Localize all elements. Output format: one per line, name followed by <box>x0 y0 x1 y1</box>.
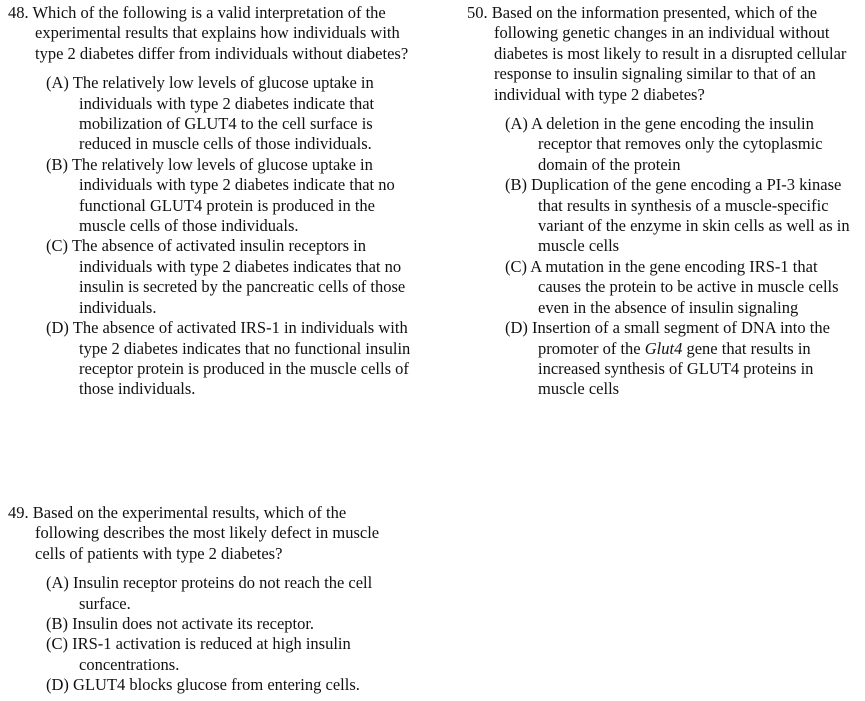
option-text: The absence of activated IRS-1 in individuals with type 2 diabetes indicates that no functional insulin receptor protein is produced in the muscle cells of those individuals. <box>72 318 411 399</box>
option-letter: (C) <box>505 256 527 276</box>
question-stem <box>8 3 413 64</box>
option-letter: (B) <box>505 175 527 195</box>
option-a <box>495 114 863 175</box>
option-c <box>36 236 413 318</box>
option-b <box>36 614 413 634</box>
option-letter: (D) <box>46 318 69 338</box>
question-48 <box>8 3 413 400</box>
option-d <box>36 318 413 400</box>
option-letter: (D) <box>505 318 528 338</box>
question-text: Based on the information presented, which of the following genetic changes in an individual without diabetes is most likely to result in a disrupted cellular response to insulin signaling similar to that of an individual with type 2 diabetes? <box>491 3 847 104</box>
option-text: A deletion in the gene encoding the insulin receptor that removes only the cytoplasmic domain of the protein <box>531 114 823 174</box>
option-b <box>36 155 413 237</box>
option-d <box>36 675 413 695</box>
option-c <box>495 257 863 318</box>
question-stem <box>467 3 863 105</box>
answer-options <box>467 114 863 400</box>
question-text: Which of the following is a valid interpretation of the experimental results that explains how individuals with type 2 diabetes differ from individuals without diabetes? <box>32 3 409 63</box>
option-letter: (D) <box>46 675 69 695</box>
option-text: The absence of activated insulin receptors in individuals with type 2 diabetes indicates that no insulin is secreted by the pancreatic cells of those individuals. <box>71 236 406 317</box>
question-number: 49. <box>8 503 29 522</box>
option-text: The relatively low levels of glucose uptake in individuals with type 2 diabetes indicate that no functional GLUT4 protein is produced in the muscle cells of those individuals. <box>71 154 395 236</box>
option-a <box>36 73 413 155</box>
option-b <box>495 175 863 257</box>
option-c <box>36 634 413 675</box>
question-text: Based on the experimental results, which of the following describes the most likely defect in muscle cells of patients with type 2 diabetes? <box>32 503 380 563</box>
option-d <box>495 318 863 400</box>
option-text: GLUT4 blocks glucose from entering cells. <box>73 675 360 695</box>
option-a <box>36 573 413 614</box>
option-text-start: Insertion of a small segment of DNA into the promoter of the <box>532 318 830 358</box>
option-text: Insulin receptor proteins do not reach the cell surface. <box>73 573 373 613</box>
option-letter: (A) <box>46 573 69 593</box>
option-text: IRS-1 activation is reduced at high insulin concentrations. <box>72 634 351 674</box>
answer-options <box>8 73 413 400</box>
option-text: A mutation in the gene encoding IRS-1 that causes the protein to be active in muscle cells even in the absence of insulin signaling <box>530 256 839 317</box>
question-49 <box>8 503 413 696</box>
option-letter: (C) <box>46 634 68 654</box>
question-50 <box>467 3 863 400</box>
option-letter: (A) <box>505 114 528 134</box>
option-letter: (B) <box>46 154 68 174</box>
option-letter: (A) <box>46 73 69 93</box>
option-text: Insulin does not activate its receptor. <box>72 614 315 634</box>
option-text: Duplication of the gene encoding a PI-3 kinase that results in synthesis of a muscle-specific variant of the enzyme in skin cells as well as in muscle cells <box>531 175 850 256</box>
answer-options <box>8 573 413 695</box>
option-text: The relatively low levels of glucose uptake in individuals with type 2 diabetes indicate that mobilization of GLUT4 to the cell surface is reduced in muscle cells of those individuals. <box>72 73 375 154</box>
question-stem <box>8 503 413 564</box>
question-number: 50. <box>467 3 488 22</box>
question-number: 48. <box>8 3 29 22</box>
option-text-end: gene that results in increased synthesis of GLUT4 proteins in muscle cells <box>538 338 814 399</box>
gene-name-italic: Glut4 <box>644 338 683 358</box>
option-letter: (B) <box>46 614 68 634</box>
option-letter: (C) <box>46 236 68 256</box>
